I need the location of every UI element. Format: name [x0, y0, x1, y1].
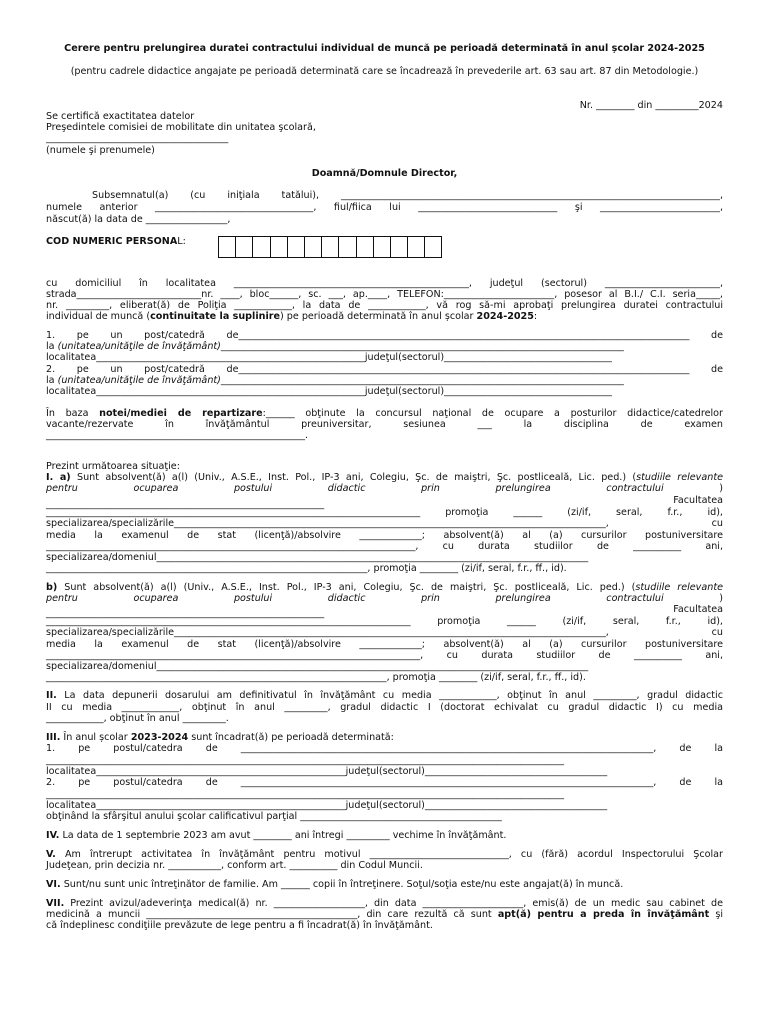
section-1b-faculty-label: Facultatea	[673, 604, 723, 615]
address-line-1: cu domiciliul în localitatea _________________________________________________, judeţul (sectorul) ________________________,	[46, 278, 723, 289]
section-1a-line-6: specializarea/specializările__________________________________________________________________________________________, cu	[46, 518, 723, 529]
section-1a-line-7: media la examenul de stat (licenţă)/absolvire _____________; absolvent(ă) al (a) cursurilor postuniversitare	[46, 530, 723, 541]
identity-line-1: Subsemnatul(a) (cu iniţiala tatălui), _______________________________________________________________________________,	[92, 190, 723, 201]
cnp-digit-box[interactable]	[253, 237, 270, 257]
cnp-label: COD NUMERIC PERSONAL:	[46, 236, 186, 247]
section-1b-line-9: specializarea/domeniul__________________________________________________________________________________________	[46, 661, 589, 672]
section-1a-line-9: specializarea/domeniul__________________________________________________________________________________________	[46, 552, 589, 563]
section-1a-line-2: pentru ocuparea postului didactic prin prelungirea contractului )	[46, 483, 723, 494]
requested-post-1-line-2: la (unitatea/unităţile de învăţământ)____________________________________________________________________________________	[46, 341, 624, 352]
certification-line-1: Se certifică exactitatea datelor	[46, 111, 195, 122]
section-1b-line-10: _______________________________________________________________________, promoţia ________ (zi/if, seral, f.r., ff., id).	[46, 672, 586, 683]
section-5-line-2: Judeţean, prin decizia nr. ___________, conform art. __________ din Codul Muncii.	[46, 860, 423, 871]
section-3-post-2-line-3: localitatea____________________________________________________judeţul(sectorul)______________________________________	[46, 800, 608, 811]
certification-line-2: Preşedintele comisiei de mobilitate din unitatea şcolară,	[46, 122, 316, 133]
section-1a-line-5: ______________________________________________________________________________ promoţia ______ (zi/if, seral, f.r., id),	[46, 507, 723, 518]
section-1a-line-10: ___________________________________________________________________, promoţia ________ (zi/if, seral, f.r., ff., id).	[46, 563, 567, 574]
cnp-digit-box[interactable]	[425, 237, 442, 257]
section-7-line-1: VII. Prezint avizul/adeverinţa medical(ă) nr. ___________________, din data _____________________, emis(ă) de un medic sau cabinet de	[46, 898, 723, 909]
basis-line-3: ______________________________________________________.	[46, 430, 309, 441]
cnp-digit-box[interactable]	[305, 237, 322, 257]
basis-line-1: În baza notei/mediei de repartizare:______ obţinute la concursul naţional de ocupare a posturilor didactice/catedrelor	[46, 408, 723, 419]
section-1b-line-2: pentru ocuparea postului didactic prin prelungirea contractului )	[46, 593, 723, 604]
section-2-line-3: ____________, obţinut în anul _________.	[46, 713, 229, 724]
section-3-post-1-line-2: ____________________________________________________________________________________________________________	[46, 755, 565, 766]
cnp-digit-box[interactable]	[391, 237, 408, 257]
section-1b-line-1: b) Sunt absolvent(ă) a(l) (Univ., A.S.E., Inst. Pol., IP-3 ani, Colegiu, Şc. de maiştri, Şc. postliceală, Lic. ped.) (studiile relevante	[46, 582, 723, 593]
cnp-digit-box[interactable]	[374, 237, 391, 257]
section-1a-line-1: I. a) Sunt absolvent(ă) a(l) (Univ., A.S.E., Inst. Pol., IP-3 ani, Colegiu, Şc. de maiştri, Şc. postliceală, Lic. ped.) (studiile relevante	[46, 472, 723, 483]
section-6-line: VI. Sunt/nu sunt unic întreţinător de familie. Am ______ copii în întreţinere. Soţul/soţia este/nu este angajat(ă) în muncă.	[46, 879, 624, 890]
cnp-digit-box[interactable]	[219, 237, 236, 257]
identity-line-2: numele anterior _________________________________, fiul/fiica lui _____________________________ şi _________________________,	[46, 202, 723, 213]
certification-name-caption: (numele şi prenumele)	[46, 145, 155, 156]
address-line-4: individual de muncă (continuitate la suplinire) pe perioadă determinată în anul școlar 2024-2025:	[46, 311, 538, 322]
address-line-3: nr. _________, eliberat(ă) de Poliţia ____________, la data de ____________, vă rog să-mi aprobaţi prelungirea duratei contractului	[46, 300, 723, 311]
cnp-digit-box[interactable]	[408, 237, 425, 257]
cnp-digit-box[interactable]	[236, 237, 253, 257]
section-3-post-1-line-1: 1. pe postul/catedra de ______________________________________________________________________________________, de la	[46, 743, 723, 754]
form-subtitle: (pentru cadrele didactice angajate pe perioadă determinată care se încadrează în prevederile art. 63 sau art. 87 din Metodologie.)	[70, 66, 699, 77]
section-4-line: IV. La data de 1 septembrie 2023 am avut ________ ani întregi _________ vechime în învăţământ.	[46, 830, 507, 841]
cnp-digit-box[interactable]	[322, 237, 339, 257]
requested-post-2-line-2: la (unitatea/unităţile de învăţământ)____________________________________________________________________________________	[46, 375, 624, 386]
section-3-post-1-line-3: localitatea____________________________________________________judeţul(sectorul)______________________________________	[46, 766, 608, 777]
section-1b-faculty-line: __________________________________________________________	[46, 608, 325, 619]
section-1a-faculty-line: __________________________________________________________	[46, 499, 325, 510]
requested-post-1-line-3: localitatea________________________________________________________judeţul(sectorul)___________________________________	[46, 352, 612, 363]
section-3-post-2-line-1: 2. pe postul/catedra de ______________________________________________________________________________________, de la	[46, 777, 723, 788]
requested-post-2-line-1: 2. pe un post/catedră de______________________________________________________________________________________________ de	[46, 364, 723, 375]
address-line-2: strada__________________________nr. ____, bloc______, sc. ___, ap.____, TELEFON:_______________________, posesor al B.I./ C.I. seria_____,	[46, 289, 723, 300]
certification-signature-line: ______________________________________	[46, 133, 229, 144]
salutation: Doamnă/Domnule Director,	[311, 168, 458, 179]
section-7-line-2: medicină a muncii ____________________________________________, din care rezultă că sunt apt(ă) pentru a preda în învăţământ şi	[46, 909, 723, 920]
section-3-end-line: obţinând la sfârşitul anului şcolar calificativul parţial __________________________________________	[46, 811, 502, 822]
cnp-digit-box[interactable]	[339, 237, 356, 257]
section-3-intro: III. În anul școlar 2023-2024 sunt încadrat(ă) pe perioadă determinată:	[46, 732, 394, 743]
cnp-digit-box[interactable]	[288, 237, 305, 257]
section-3-post-2-line-2: ____________________________________________________________________________________________________________	[46, 789, 565, 800]
section-2-line-2: II cu media ____________, obţinut în anul _________, gradul didactic I (doctorat echivalat cu gradul didactic I) cu media	[46, 702, 723, 713]
requested-post-1-line-1: 1. pe un post/catedră de______________________________________________________________________________________________ de	[46, 330, 723, 341]
situation-intro: Prezint următoarea situaţie:	[46, 461, 180, 472]
requested-post-2-line-3: localitatea________________________________________________________judeţul(sectorul)___________________________________	[46, 386, 612, 397]
basis-line-2: vacante/rezervate în învăţământul preuniversitar, sesiunea ___ la disciplina de examen	[46, 419, 723, 430]
section-5-line-1: V. Am întrerupt activitatea în învăţământ pentru motivul _____________________________, cu (fără) acordul Inspectorului Şcolar	[46, 849, 723, 860]
registration-number: Nr. ________ din _________2024	[579, 100, 723, 111]
section-1b-line-7: media la examenul de stat (licenţă)/absolvire _____________; absolvent(ă) al (a) cursurilor postuniversitare	[46, 639, 723, 650]
cnp-digit-box[interactable]	[357, 237, 374, 257]
section-1a-faculty-label: Facultatea	[673, 495, 723, 506]
section-1b-line-6: specializarea/specializările__________________________________________________________________________________________, cu	[46, 627, 723, 638]
section-2-line-1: II. La data depunerii dosarului am definitivatul în învăţământ cu media ____________, obţinut în anul _________, gradul didactic	[46, 690, 723, 701]
section-1b-line-5: ____________________________________________________________________________ promoţia ______ (zi/if, seral, f.r., id),	[46, 616, 723, 627]
identity-line-3: născut(ă) la data de _________________,	[46, 214, 231, 225]
section-1a-line-8: _____________________________________________________________________________, cu durata studiilor de __________ ani,	[46, 541, 723, 552]
section-7-line-3: că îndeplinesc condiţiile prevăzute de lege pentru a fi încadrat(ă) în învăţământ.	[46, 920, 433, 931]
section-1b-line-8: ______________________________________________________________________________, cu durata studiilor de __________ ani,	[46, 650, 723, 661]
form-title: Cerere pentru prelungirea duratei contractului individual de muncă pe perioadă determinată în anul școlar 2024-2025	[64, 43, 705, 54]
cnp-digit-box[interactable]	[271, 237, 288, 257]
cnp-boxes[interactable]	[218, 236, 442, 258]
